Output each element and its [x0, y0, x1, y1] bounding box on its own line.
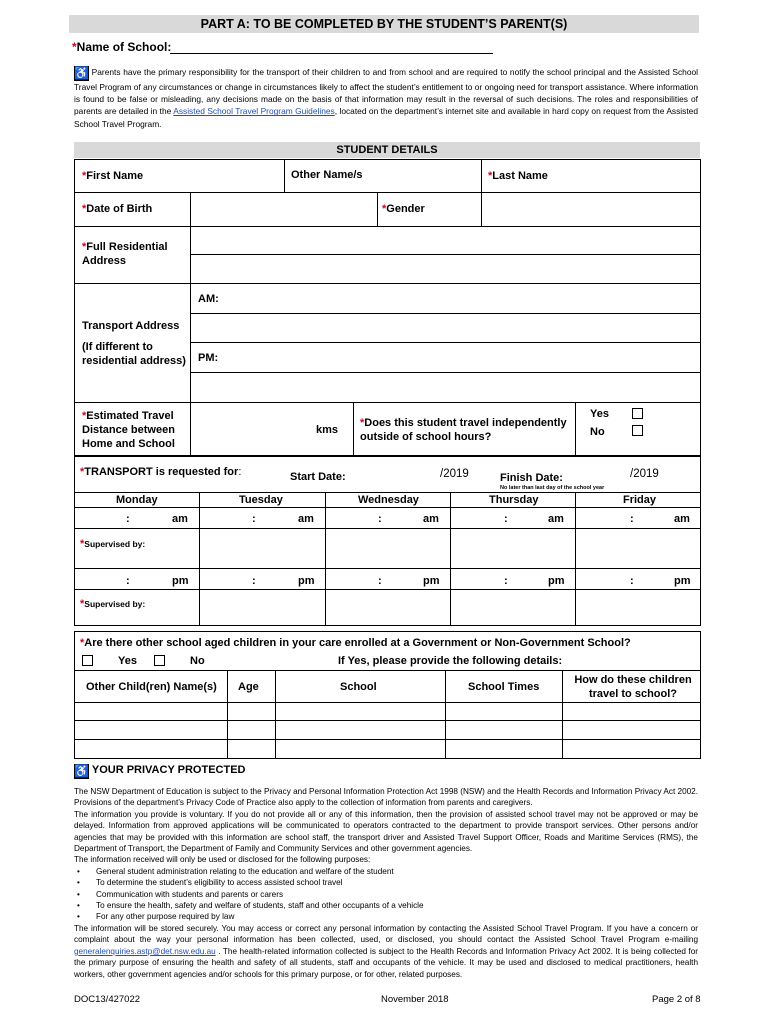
privacy-paragraph: The information you provide is voluntary. If you do not provide all or any of this information, then the provision of assisted school travel may not be approved or may be delayed. Information from approved applications will be communicated to operators contracted to the department to provide transport services. Other persons and/or agencies that may be provided with this information are school staff, the transport driver and Assisted Travel Support Officer, Roads and Maritime Services (RMS), the Department of Transport, the Department of Family and Community Services and other government agencies.	[74, 809, 698, 854]
dob-label: *Date of Birth	[82, 203, 153, 215]
day-friday: Friday	[623, 494, 657, 506]
tuesday-am-colon: :	[252, 513, 256, 525]
privacy-title: ♿ YOUR PRIVACY PROTECTED	[74, 764, 246, 778]
list-item: • To ensure the health, safety and welfare of students, staff and other occupants of a vehicle	[74, 900, 698, 911]
tuesday-pm-time[interactable]: pm	[298, 575, 315, 587]
friday-am-colon: :	[630, 513, 634, 525]
monday-pm-colon: :	[126, 575, 130, 587]
wednesday-am-time[interactable]: am	[423, 513, 439, 525]
travel-independently-label: *Does this student travel independently outside of school hours?	[360, 417, 567, 443]
other-names-input[interactable]	[286, 182, 480, 191]
if-yes-label: If Yes, please provide the following details:	[338, 655, 563, 667]
email-link[interactable]: generalenquiries.astp@det.nsw.edu.au	[74, 946, 216, 956]
independent-yes-checkbox[interactable]	[632, 408, 643, 419]
first-name-label: *First Name	[82, 170, 144, 182]
list-item: • For any other purpose required by law	[74, 911, 698, 922]
school-name-input[interactable]	[170, 40, 493, 54]
dob-input[interactable]	[192, 194, 376, 225]
transport-am-input[interactable]	[220, 285, 700, 341]
monday-pm-time[interactable]: pm	[172, 575, 189, 587]
thursday-am-colon: :	[504, 513, 508, 525]
privacy-purposes-list	[74, 866, 698, 923]
col-school: School	[340, 681, 377, 693]
transport-pm-input[interactable]	[220, 344, 700, 401]
privacy-paragraph: The information received will only be used or disclosed for the following purposes:	[74, 855, 371, 865]
privacy-paragraph: The information will be stored securely. You may access or correct any personal information by contacting the Assisted School Travel Program. If you have a concern or complaint about the way your personal information has been collected, used, or disclosed, you should contact the Assisted School Travel Program e-mailing generalenquiries.astp@det.nsw.edu.au . The health-related information collected is subject to the Health Records and Information Privacy Act 2002. It is being collected for the primary purpose of ensuring the health and safety of all students, staff and occupants of the vehicle. It may be used and disclosed to medical practitioners, health workers, other government agencies and/or schools for this primary purpose, or for other, related purposes.	[74, 923, 698, 979]
wednesday-pm-time[interactable]: pm	[423, 575, 440, 587]
other-children-yes-checkbox[interactable]	[82, 655, 93, 666]
supervised-by-pm-label: *Supervised by:	[80, 598, 146, 610]
tuesday-am-time[interactable]: am	[298, 513, 314, 525]
list-item: • Communication with students and parents or carers	[74, 889, 698, 900]
footer-doc-id: DOC13/427022	[74, 994, 141, 1005]
last-name-label: *Last Name	[488, 170, 548, 182]
distance-input[interactable]	[192, 404, 312, 454]
privacy-paragraph: The NSW Department of Education is subject to the Privacy and Personal Information Protection Act 1998 (NSW) and the Health Records and Information Privacy Act 2002. Provisions of the department’s Privacy Code of Practice also apply to the collection of information from parents and caregivers.	[74, 787, 698, 808]
supervised-by-am-label: *Supervised by:	[80, 538, 146, 550]
day-tuesday: Tuesday	[239, 494, 283, 506]
wednesday-am-colon: :	[378, 513, 382, 525]
day-thursday: Thursday	[489, 494, 539, 506]
school-name-label: *Name of School:	[72, 40, 172, 54]
day-wednesday: Wednesday	[358, 494, 419, 506]
day-monday: Monday	[116, 494, 158, 506]
residential-address-input[interactable]	[192, 228, 700, 282]
student-details-header: STUDENT DETAILS	[74, 142, 700, 158]
first-name-input[interactable]	[192, 160, 283, 191]
footer-page-number: Page 2 of 8	[652, 994, 701, 1005]
start-year: /2019	[440, 468, 469, 480]
kms-label: kms	[316, 424, 339, 436]
part-header: PART A: TO BE COMPLETED BY THE STUDENT’S PARENT(S)	[69, 15, 699, 33]
finish-year: /2019	[630, 468, 659, 480]
transport-address-label: Transport Address	[82, 320, 180, 332]
transport-address-note: (If different to residential address)	[82, 341, 186, 367]
thursday-pm-colon: :	[504, 575, 508, 587]
gender-label: *Gender	[382, 203, 425, 215]
am-label: AM:	[198, 293, 219, 305]
independent-yes-label: Yes	[590, 408, 609, 420]
intro-paragraph: ♿ Parents have the primary responsibility for the transport of their children to and from school and are required to notify the school principal and the Assisted School Travel Program of any circumstances or change in circumstances likely to affect the student’s entitlement to or ongoing need for transport assistance. Where information is found to be false or misleading, any decisions made on the basis of that information may result in the reversal of such decisions. The roles and responsibilities of parents are detailed in the Assisted School Travel Program Guidelines, located on the department’s internet site and available in hard copy on request from the Assisted School Travel Program.	[74, 66, 699, 129]
privacy-body	[74, 786, 698, 980]
independent-no-checkbox[interactable]	[632, 425, 643, 436]
list-item: • General student administration relating to the education and welfare of the student	[74, 866, 698, 877]
independent-no-label: No	[590, 426, 605, 438]
monday-am-time[interactable]: am	[172, 513, 188, 525]
friday-pm-time[interactable]: pm	[674, 575, 691, 587]
residential-address-label: *Full Residential Address	[82, 241, 168, 267]
other-names-label: Other Name/s	[291, 169, 363, 181]
col-travel: How do these children travel to school?	[574, 674, 692, 700]
thursday-am-time[interactable]: am	[548, 513, 564, 525]
gender-input[interactable]	[483, 194, 700, 225]
finish-date-input[interactable]	[565, 466, 629, 484]
col-child-names: Other Child(ren) Name(s)	[86, 681, 217, 693]
footer-date: November 2018	[381, 994, 449, 1005]
wednesday-pm-colon: :	[378, 575, 382, 587]
friday-am-time[interactable]: am	[674, 513, 690, 525]
col-school-times: School Times	[468, 681, 540, 693]
required-asterisk: *	[72, 40, 77, 54]
tuesday-pm-colon: :	[252, 575, 256, 587]
friday-pm-colon: :	[630, 575, 634, 587]
start-date-label: Start Date:	[290, 471, 346, 483]
wheelchair-icon: ♿	[74, 764, 89, 778]
distance-label: *Estimated Travel Distance between Home and School	[82, 410, 175, 450]
list-item: • To determine the student’s eligibility to access assisted school travel	[74, 877, 698, 888]
pm-label: PM:	[198, 352, 219, 364]
other-children-yes-label: Yes	[118, 655, 137, 667]
thursday-pm-time[interactable]: pm	[548, 575, 565, 587]
wheelchair-icon: ♿	[74, 66, 89, 80]
other-children-question: *Are there other school aged children in your care enrolled at a Government or Non-Government School?	[80, 637, 631, 649]
other-children-no-label: No	[190, 655, 205, 667]
col-age: Age	[238, 681, 259, 693]
finish-date-note: No later than last day of the school year	[500, 485, 605, 491]
guidelines-link[interactable]: Assisted School Travel Program Guidelines	[173, 106, 335, 117]
transport-requested-label: *TRANSPORT is requested for:	[80, 466, 242, 478]
start-date-input[interactable]	[350, 466, 438, 484]
finish-date-label: Finish Date:	[500, 472, 563, 484]
other-children-no-checkbox[interactable]	[154, 655, 165, 666]
monday-am-colon: :	[126, 513, 130, 525]
